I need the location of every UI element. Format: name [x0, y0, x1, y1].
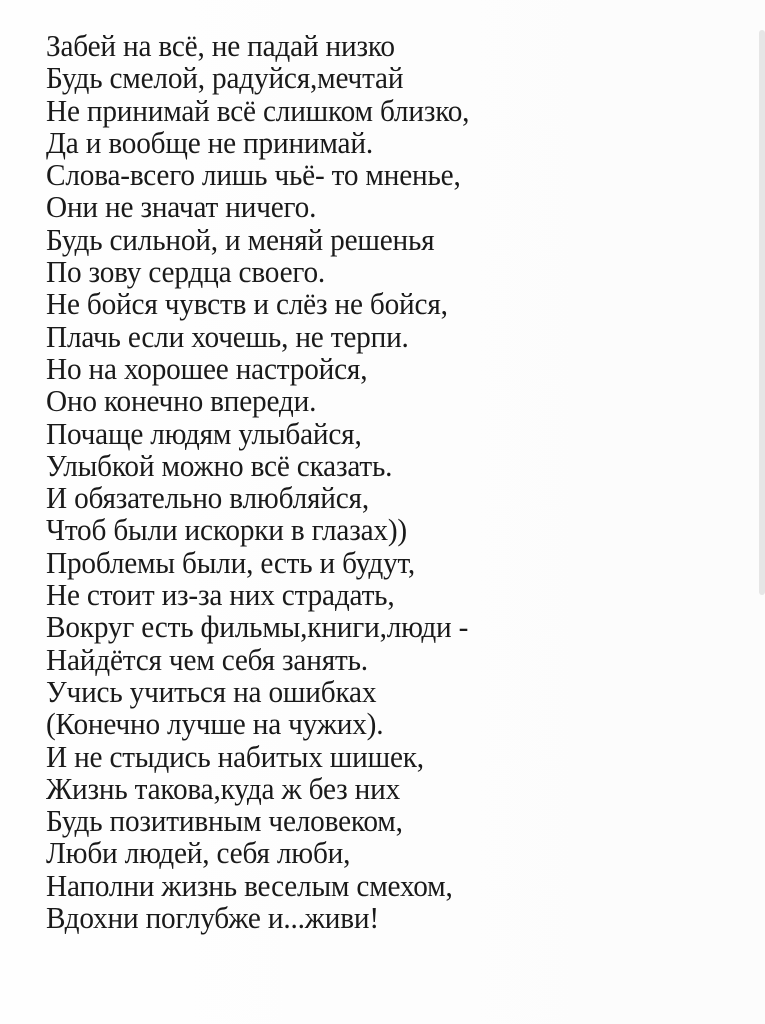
poem-line: Будь смелой, радуйся,мечтай: [46, 61, 404, 96]
poem-line: Забей на всё, не падай низко: [46, 29, 395, 63]
poem-line: Учись учиться на ошибках: [46, 674, 377, 709]
poem-line: Почаще людям улыбайся,: [46, 416, 362, 451]
poem-line: Но на хорошее настройся,: [46, 351, 368, 386]
poem-line: (Конечно лучше на чужих).: [46, 707, 384, 742]
poem-line: По зову сердца своего.: [46, 255, 326, 290]
poem-line: Не бойся чувств и слёз не бойся,: [46, 287, 448, 322]
poem-line: Жизнь такова,куда ж без них: [46, 771, 401, 806]
poem-line: Будь позитивным человеком,: [46, 804, 403, 839]
poem-line: Да и вообще не принимай.: [46, 125, 373, 160]
poem-line: Плачь если хочешь, не терпи.: [46, 319, 409, 354]
scrollbar[interactable]: [759, 30, 765, 595]
poem-line: Они не значат ничего.: [46, 190, 317, 225]
poem-line: Будь сильной, и меняй решенья: [46, 222, 435, 257]
poem-line: И не стыдись набитых шишек,: [46, 739, 424, 774]
poem-text: [46, 30, 736, 934]
poem-line: Найдётся чем себя занять.: [46, 642, 368, 677]
poem-line: Улыбкой можно всё сказать.: [46, 448, 393, 483]
poem-line: Чтоб были искорки в глазах)): [46, 513, 407, 548]
poem-line: Вокруг есть фильмы,книги,люди -: [46, 610, 469, 645]
poem-line: Вдохни поглубже и...живи!: [46, 901, 379, 936]
poem-line: Люби людей, себя люби,: [46, 836, 351, 871]
poem-line: Проблемы были, есть и будут,: [46, 545, 416, 580]
poem-line: Не принимай всё слишком близко,: [46, 93, 470, 128]
poem-line: Оно конечно впереди.: [46, 384, 317, 419]
poem-line: Слова-всего лишь чьё- то мненье,: [46, 158, 461, 193]
poem-line: Не стоит из-за них страдать,: [46, 578, 395, 613]
poem-line: И обязательно влюбляйся,: [46, 481, 369, 516]
poem-line: Наполни жизнь веселым смехом,: [46, 868, 453, 903]
